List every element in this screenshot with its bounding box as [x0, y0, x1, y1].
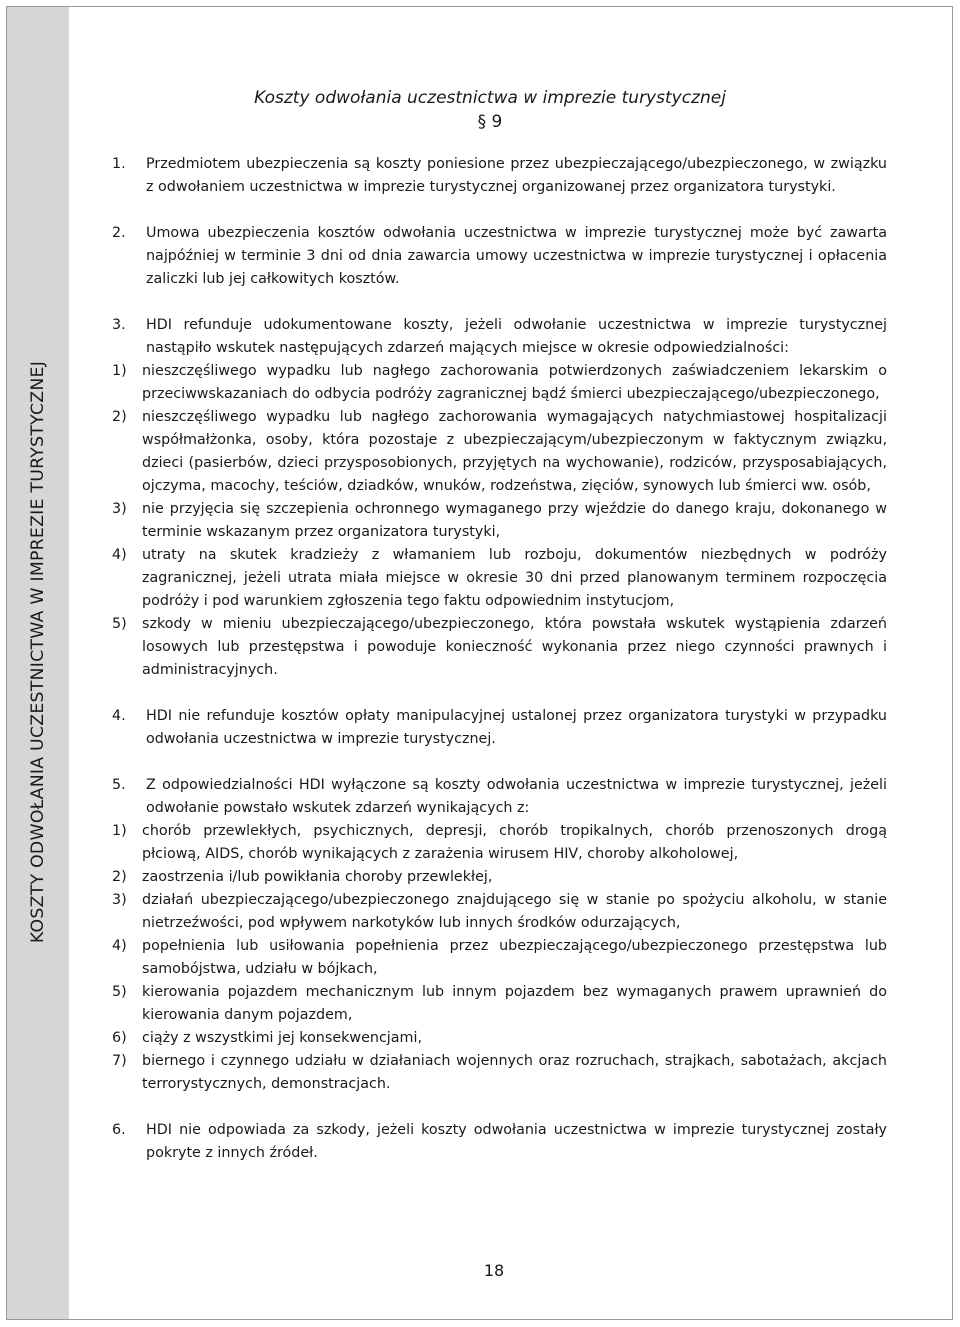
sub-item: [112, 1050, 887, 1096]
list-item: [112, 222, 887, 291]
sub-item-number: 5): [112, 616, 127, 632]
list-item: [112, 314, 887, 682]
item-text: HDI refunduje udokumentowane koszty, jeżeli odwołanie uczestnictwa w imprezie turystycznej nastąpiło wskutek następujących zdarzeń mających miejsce w okresie odpowiedzialności:: [146, 317, 887, 356]
sub-item-text: nieszczęśliwego wypadku lub nagłego zachorowania potwierdzonych zaświadczeniem lekarskim o przeciwwskazaniach do odbycia podróży zagranicznej bądź śmierci ubezpieczającego/ubezpieczonego,: [142, 363, 887, 402]
sub-item-text: ciąży z wszystkimi jej konsekwencjami,: [142, 1030, 422, 1046]
sub-item: [112, 360, 887, 406]
item-number: 6.: [112, 1122, 126, 1138]
sub-item-number: 2): [112, 409, 127, 425]
sub-item-number: 1): [112, 363, 127, 379]
sub-item: [112, 820, 887, 866]
item-text: Przedmiotem ubezpieczenia są koszty poniesione przez ubezpieczającego/ubezpieczonego, w związku z odwołaniem uczestnictwa w imprezie turystycznej organizowanej przez organizatora turystyki.: [146, 156, 887, 195]
sub-item-text: popełnienia lub usiłowania popełnienia przez ubezpieczającego/ubezpieczonego przestępstwa lub samobójstwa, udziału w bójkach,: [142, 938, 887, 977]
paragraph-marker: § 9: [477, 112, 503, 132]
list-item: [112, 153, 887, 199]
sub-item: [112, 498, 887, 544]
item-text: HDI nie odpowiada za szkody, jeżeli koszty odwołania uczestnictwa w imprezie turystycznej zostały pokryte z innych źródeł.: [146, 1122, 887, 1161]
sub-item-text: działań ubezpieczającego/ubezpieczonego znajdującego się w stanie po spożyciu alkoholu, w stanie nietrzeźwości, pod wpływem narkotyków lub innych środków odurzających,: [142, 892, 887, 931]
sub-item: [112, 406, 887, 498]
sub-item: [112, 866, 887, 889]
item-number: 1.: [112, 156, 126, 172]
item-text: Z odpowiedzialności HDI wyłączone są koszty odwołania uczestnictwa w imprezie turystycznej, jeżeli odwołanie powstało wskutek zdarzeń wynikających z:: [146, 777, 887, 816]
list-item: [112, 705, 887, 751]
list-item: [112, 774, 887, 1096]
section-title: Koszty odwołania uczestnictwa w imprezie turystycznej: [254, 88, 726, 108]
sub-item-text: biernego i czynnego udziału w działaniach wojennych oraz rozruchach, strajkach, sabotażach, akcjach terrorystycznych, demonstracjach.: [142, 1053, 887, 1092]
sub-item-number: 3): [112, 892, 127, 908]
sub-item-number: 4): [112, 547, 127, 563]
sub-item-text: kierowania pojazdem mechanicznym lub innym pojazdem bez wymaganych prawem uprawnień do kierowania danym pojazdem,: [142, 984, 887, 1023]
sub-item: [112, 935, 887, 981]
sub-item-text: zaostrzenia i/lub powikłania choroby przewlekłej,: [142, 869, 493, 885]
sub-item-text: utraty na skutek kradzieży z włamaniem lub rozboju, dokumentów niezbędnych w podróży zagranicznej, jeżeli utrata miała miejsce w okresie 30 dni przed planowanym terminem rozpoczęcia podróży i pod warunkiem zgłoszenia tego faktu odpowiednim instytucjom,: [142, 547, 887, 609]
sub-item: [112, 889, 887, 935]
sub-item-number: 5): [112, 984, 127, 1000]
sub-list: [112, 820, 887, 1096]
sub-item: [112, 981, 887, 1027]
sub-item-number: 4): [112, 938, 127, 954]
list-item: [112, 1119, 887, 1165]
sub-item-text: nie przyjęcia się szczepienia ochronnego wymaganego przy wjeździe do danego kraju, dokonanego w terminie wskazanym przez organizatora turystyki,: [142, 501, 887, 540]
item-text: Umowa ubezpieczenia kosztów odwołania uczestnictwa w imprezie turystycznej może być zawarta najpóźniej w terminie 3 dni od dnia zawarcia umowy uczestnictwa w imprezie turystycznej i opłacenia zaliczki lub jej całkowitych kosztów.: [146, 225, 887, 287]
item-number: 3.: [112, 317, 126, 333]
sub-item-number: 2): [112, 869, 127, 885]
sub-item-number: 6): [112, 1030, 127, 1046]
section-body: [112, 153, 887, 1165]
sub-item: [112, 544, 887, 613]
sub-list: [112, 360, 887, 682]
sub-item-text: chorób przewlekłych, psychicznych, depresji, chorób tropikalnych, chorób przenoszonych drogą płciową, AIDS, chorób wynikających z zarażenia wirusem HIV, choroby alkoholowej,: [142, 823, 887, 862]
item-number: 2.: [112, 225, 126, 241]
item-number: 5.: [112, 777, 126, 793]
item-text: HDI nie refunduje kosztów opłaty manipulacyjnej ustalonej przez organizatora turystyki w przypadku odwołania uczestnictwa w imprezie turystycznej.: [146, 708, 887, 747]
sub-item-text: szkody w mieniu ubezpieczającego/ubezpieczonego, która powstała wskutek wystąpienia zdarzeń losowych lub przestępstwa i powoduje konieczność wykonania przez niego czynności prawnych i administracyjnych.: [142, 616, 887, 678]
sub-item-text: nieszczęśliwego wypadku lub nagłego zachorowania wymagających natychmiastowej hospitalizacji współmałżonka, osoby, która pozostaje z ubezpieczającym/ubezpieczonym w faktycznym związku, dzieci (pasierbów, dzieci przysposobionych, przyjętych na wychowanie), rodziców, przysposabiających, ojczyma, macochy, teściów, dziadków, wnuków, rodzeństwa, zięciów, synowych lub śmierci ww. osób,: [142, 409, 887, 494]
sub-item-number: 7): [112, 1053, 127, 1069]
sub-item-number: 1): [112, 823, 127, 839]
page-number: 18: [483, 1261, 505, 1280]
sub-item-number: 3): [112, 501, 127, 517]
side-section-title: KOSZTY ODWOŁANIA UCZESTNICTWA W IMPREZIE TURYSTYCZNEJ: [28, 360, 48, 944]
sub-item: [112, 613, 887, 682]
sub-item: [112, 1027, 887, 1050]
item-number: 4.: [112, 708, 126, 724]
